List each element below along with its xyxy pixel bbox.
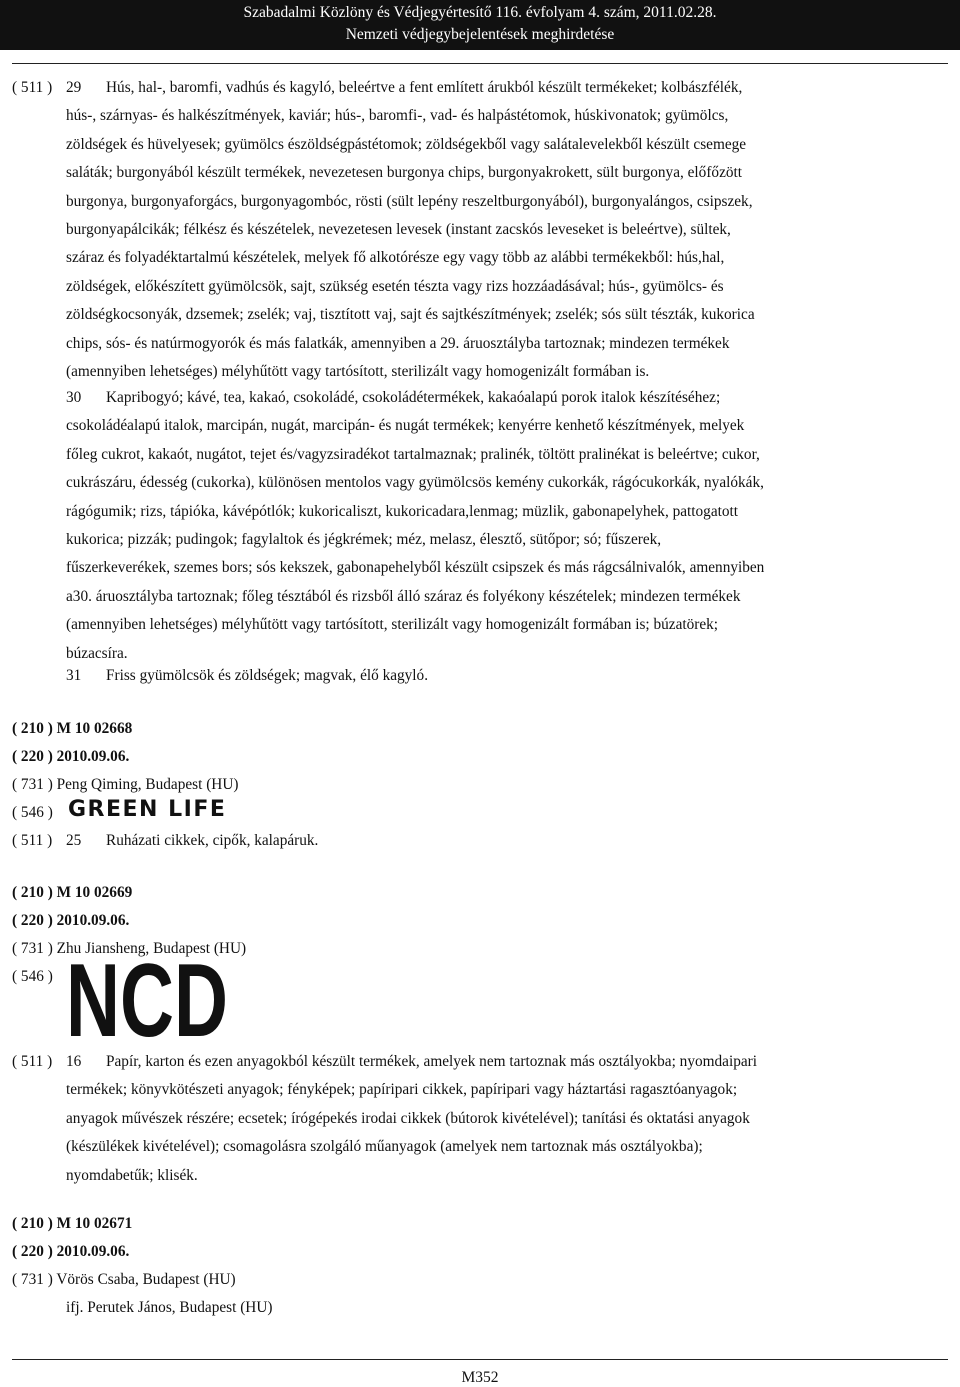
code-220: ( 220 ) (12, 748, 53, 765)
code-210: ( 210 ) (12, 720, 53, 737)
top-divider (12, 63, 948, 64)
code-210: ( 210 ) (12, 1215, 53, 1232)
class-29-line: burgonya, burgonyaforgács, burgonyagombóc, rösti (sült lepény reszeltburgonyából), burgonyalángos, csipszek, (66, 192, 753, 210)
class-16-line: (készülékek kivételével); csomagolásra szolgáló műanyagok (amelyek nem tartoznak más osztályokba); (66, 1138, 703, 1156)
code-210-line (12, 1210, 132, 1238)
class-29-line: saláták; burgonyából készült termékek, nevezetesen burgonya chips, burgonyakrokett, sült burgonya, előfőzött (66, 164, 743, 182)
class-29-line: zöldségkocsonyák, dzsemek; zselék; vaj, tisztított vaj, sajt és sajtkészítmények; zselék; sós sült tészták, kukorica (66, 306, 755, 324)
filing-date: 2010.09.06. (56, 748, 130, 765)
class-16-text (66, 1048, 924, 1190)
owner-name: Zhu Jiansheng, Budapest (HU) (56, 940, 247, 957)
code-546: ( 546 ) (12, 968, 53, 985)
section-title: Nemzeti védjegybejelentések meghirdetése (345, 26, 615, 43)
class-30-line: Kapribogyó; kávé, tea, kakaó, csokoládé, csokoládétermékek, kakaóalapú porok italok készítéséhez; (106, 389, 721, 406)
class-30-line: csokoládéalapú italok, marcipán, nugát, marcipán- és nugát termékek; kenyérre kenhető készítmények, melyek (66, 417, 745, 435)
code-210: ( 210 ) (12, 884, 53, 901)
owner-name-2: ifj. Perutek János, Budapest (HU) (66, 1299, 273, 1316)
filing-date: 2010.09.06. (56, 912, 130, 929)
code-731: ( 731 ) (12, 940, 53, 957)
class-30-line: főleg cukrot, kakaót, nugátot, tejet és/vagyzsiradékot tartalmaznak; pralinék, töltött pralinékat is beleértve; cukor, (66, 445, 760, 463)
class-31-text: Friss gyümölcsök és zöldségek; magvak, élő kagyló. (106, 667, 429, 684)
code-220-line (12, 743, 129, 771)
class-30-line: (amennyiben lehetséges) mélyhűtött vagy tartósított, sterilizált vagy homogenizált formában is; búzatörek; (66, 616, 719, 634)
code-511: ( 511 ) (12, 1053, 53, 1070)
class-29-line: (amennyiben lehetséges) mélyhűtött vagy tartósított, sterilizált vagy homogenizált formában is. (66, 363, 650, 381)
class-25-text: Ruházati cikkek, cipők, kalapáruk. (106, 832, 319, 849)
class-29-line: Hús, hal-, baromfi, vadhús és kagyló, beleértve a fent említett árukból készült termékeket; kolbászfélék, (106, 79, 743, 96)
class-30-line: búzacsíra. (66, 644, 128, 662)
code-220-line (12, 1238, 129, 1266)
page-header (0, 0, 960, 50)
class-29-line: chips, sós- és natúrmogyorók és más falatkák, amennyiben a 29. áruosztályba tartoznak; mindezen termékek (66, 334, 730, 352)
code-220: ( 220 ) (12, 1243, 53, 1260)
code-220: ( 220 ) (12, 912, 53, 929)
class-30-line: fűszerkeverékek, szemes bors; sós kekszek, gabonapehelyből készült csipszek és más rágcsálnivalók, amennyiben (66, 559, 765, 577)
application-number: M 10 02668 (56, 720, 133, 737)
class-29-line: száraz és folyadéktartalmú készételek, melyek fő alkotórésze egy vagy több az alábbi termékekből: hús,hal, (66, 249, 725, 267)
class-16-line: Papír, karton és ezen anyagokból készült termékek, amelyek nem tartoznak más osztályokba; nyomdaipari (106, 1053, 757, 1070)
application-number: M 10 02669 (56, 884, 133, 901)
class-16-line: nyomdabetűk; klisék. (66, 1166, 198, 1184)
journal-title: Szabadalmi Közlöny és Védjegyértesítő 116. évfolyam 4. szám, 2011.02.28. (243, 4, 717, 21)
class-25-num: 25 (66, 832, 82, 849)
logo-ncd-text: NCD (66, 960, 228, 1038)
class-30-line: kukorica; pizzák; pudingok; fagylaltok és jégkrémek; méz, melasz, élesztő, sütőpor; só; fűszerek, (66, 531, 662, 549)
class-16-num: 16 (66, 1053, 82, 1070)
logo-ncd (66, 960, 230, 1038)
wordmark-green-life: GREEN LIFE (68, 797, 227, 822)
code-731: ( 731 ) (12, 1271, 53, 1288)
filing-date: 2010.09.06. (56, 1243, 130, 1260)
class-29-text (66, 74, 924, 386)
class-16-line: termékek; könyvkötészeti anyagok; fényképek; papíripari cikkek, papíripari vagy háztartási ragasztóanyagok; (66, 1081, 738, 1099)
code-546: ( 546 ) (12, 804, 53, 821)
code-731: ( 731 ) (12, 776, 53, 793)
class-29-line: zöldségek és hüvelyesek; gyümölcs észöldségpástétomok; zöldségekből vagy salátalevelekből készült csemege (66, 135, 747, 153)
owner-name: Vörös Csaba, Budapest (HU) (56, 1271, 236, 1288)
code-210-line (12, 715, 132, 743)
class-30-num: 30 (66, 389, 82, 406)
code-511: ( 511 ) (12, 79, 53, 96)
code-220-line (12, 907, 129, 935)
class-30-line: rágógumik; rizs, tápióka, kávépótlók; kukoricaliszt, kukoricadara,lenmag; müzlik, gabonapelyhek, pattogatott (66, 502, 739, 520)
class-29-num: 29 (66, 79, 82, 96)
class-30-text (66, 384, 924, 668)
bottom-divider (12, 1359, 948, 1360)
class-16-line: anyagok művészek részére; ecsetek; írógépekés irodai cikkek (bútorok kivételével); tanítási és oktatási anyagok (66, 1109, 750, 1127)
code-511: ( 511 ) (12, 832, 53, 849)
class-29-line: zöldségek, előkészített gyümölcsök, sajt, szükség esetén tészta vagy rizs hozzáadásával; hús-, gyümölcs- és (66, 277, 724, 295)
owner-name: Peng Qiming, Budapest (HU) (56, 776, 239, 793)
page-number: M352 (461, 1369, 499, 1386)
code-210-line (12, 879, 132, 907)
class-30-line: cukrászáru, édesség (cukorka), különösen mentolos vagy gyümölcsös kemény cukorkák, rágócukorkák, nyalókák, (66, 474, 764, 492)
code-731-line (12, 1266, 236, 1294)
class-29-line: burgonyapálcikák; félkész és készételek, nevezetesen levesek (instant zacskós leveseket is beleértve), sültek, (66, 221, 731, 239)
class-29-line: hús-, szárnyas- és halkészítmények, kaviár; hús-, baromfi-, vad- és halpástétomok, húskivonatok; gyümölcs, (66, 107, 729, 125)
application-number: M 10 02671 (56, 1215, 133, 1232)
class-31-num: 31 (66, 667, 82, 684)
class-30-line: a30. áruosztályba tartoznak; főleg tésztából és rizsből álló száraz és folyékony készételek; mindezen termékek (66, 587, 741, 605)
